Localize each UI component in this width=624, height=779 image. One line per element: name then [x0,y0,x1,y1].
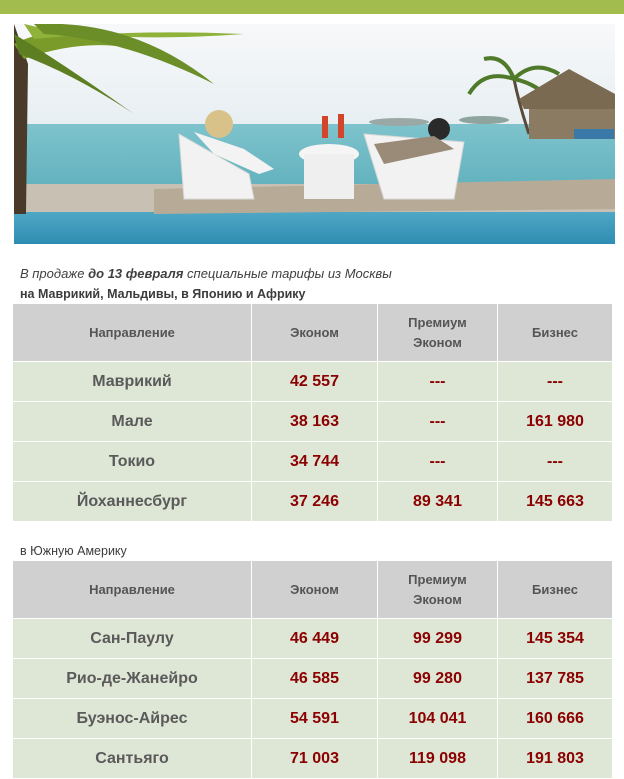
cell-economy-price: 46 449 [252,619,378,659]
header-economy: Эконом [252,304,378,362]
cell-economy-price: 46 585 [252,659,378,699]
cell-city: Токио [13,442,252,482]
table-row [13,699,613,739]
section-title-south-america: в Южную Америку [20,544,127,558]
cell-premium-price: 99 299 [378,619,498,659]
cell-premium-price: 119 098 [378,739,498,779]
cell-city: Буэнос-Айрес [13,699,252,739]
intro-sale-deadline: до 13 февраля [88,266,184,281]
header-direction: Направление [13,304,252,362]
cell-city: Йоханнесбург [13,482,252,522]
cell-business-price: --- [498,362,613,402]
intro-prefix: В продаже [20,266,89,281]
table-row [13,659,613,699]
cell-city: Сан-Паулу [13,619,252,659]
header-direction: Направление [13,561,252,619]
cell-city: Маврикий [13,362,252,402]
section-title-asia-africa: на Маврикий, Мальдивы, в Японию и Африку [20,287,306,301]
header-economy: Эконом [252,561,378,619]
cell-premium-price: 104 041 [378,699,498,739]
cell-business-price: 191 803 [498,739,613,779]
cell-premium-price: 99 280 [378,659,498,699]
intro-suffix: специальные тарифы из Москвы [183,266,392,281]
table-row [13,482,613,522]
top-accent-bar [0,0,624,14]
cell-city: Мале [13,402,252,442]
cell-business-price: 145 354 [498,619,613,659]
cell-business-price: 161 980 [498,402,613,442]
fares-table-south-america [12,560,613,779]
cell-city: Рио-де-Жанейро [13,659,252,699]
table-row [13,619,613,659]
header-premium-economy: Премиум Эконом [378,304,498,362]
table-row [13,739,613,779]
header-business: Бизнес [498,304,613,362]
cell-business-price: 160 666 [498,699,613,739]
fares-table-asia-africa [12,303,613,522]
cell-economy-price: 71 003 [252,739,378,779]
cell-business-price: 137 785 [498,659,613,699]
intro-text [20,266,392,281]
table-row [13,362,613,402]
cell-economy-price: 37 246 [252,482,378,522]
cell-premium-price: --- [378,402,498,442]
hero-beach-photo [14,24,615,244]
table-row [13,442,613,482]
cell-economy-price: 54 591 [252,699,378,739]
table-header-row [13,561,613,619]
cell-city: Сантьяго [13,739,252,779]
cell-economy-price: 34 744 [252,442,378,482]
cell-economy-price: 42 557 [252,362,378,402]
cell-business-price: 145 663 [498,482,613,522]
cell-premium-price: 89 341 [378,482,498,522]
cell-premium-price: --- [378,362,498,402]
table-row [13,402,613,442]
header-business: Бизнес [498,561,613,619]
header-premium-economy: Премиум Эконом [378,561,498,619]
cell-premium-price: --- [378,442,498,482]
cell-economy-price: 38 163 [252,402,378,442]
cell-business-price: --- [498,442,613,482]
table-header-row [13,304,613,362]
